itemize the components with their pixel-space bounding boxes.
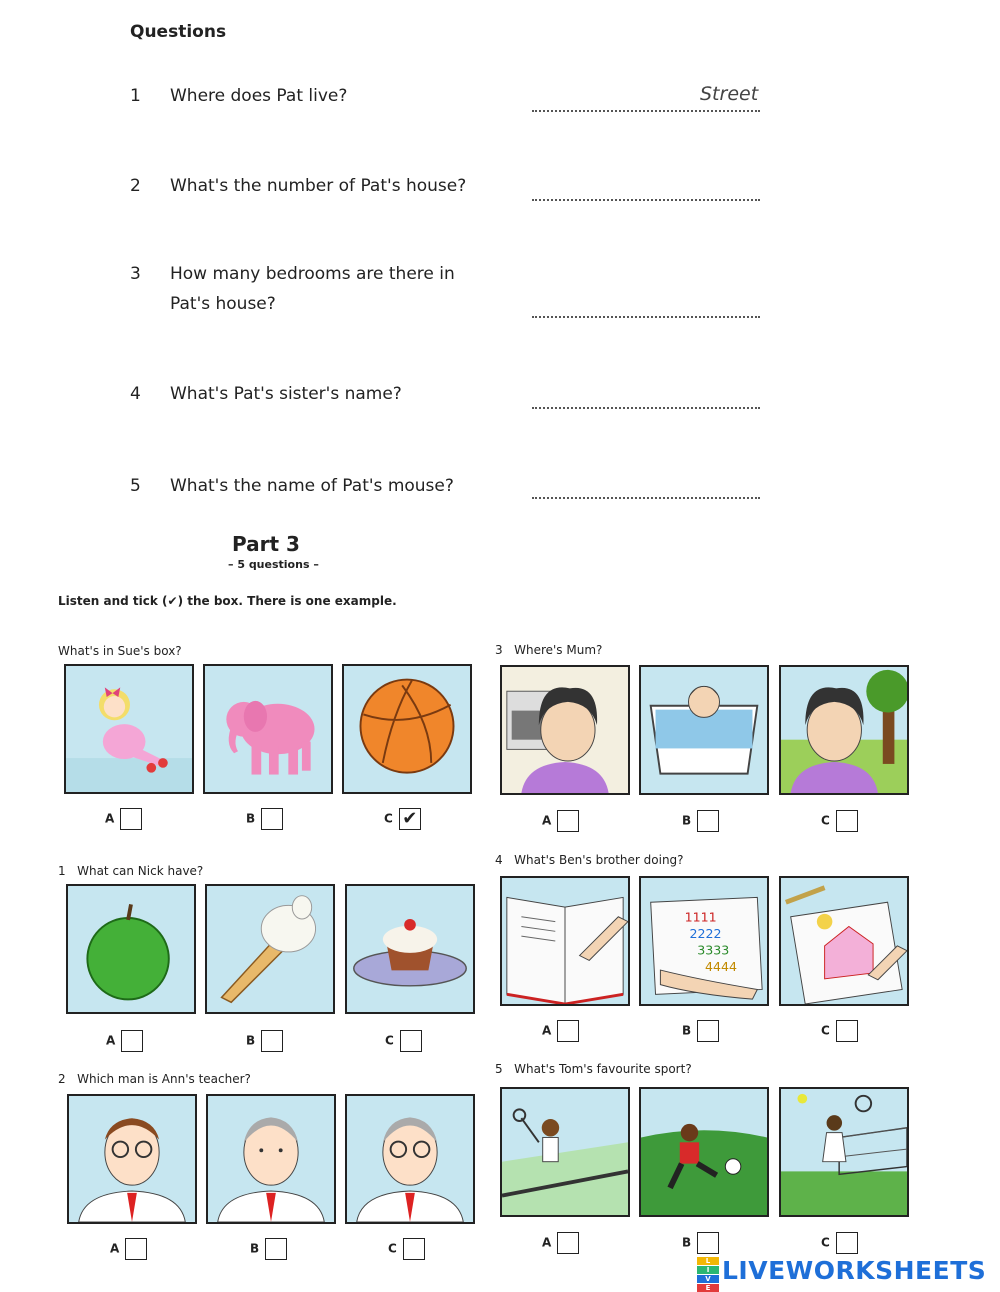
option-letter: C — [384, 811, 393, 826]
teacher-glasses-grey-hair-picture — [345, 1094, 475, 1224]
checkbox[interactable] — [400, 1030, 422, 1052]
tennis-court-picture — [500, 1087, 630, 1217]
question-2 — [130, 176, 466, 196]
option-letter: A — [542, 813, 552, 828]
question-text: What's Pat's sister's name? — [170, 384, 402, 404]
question-text: How many bedrooms are there in — [170, 264, 455, 284]
question-3-label — [495, 643, 602, 657]
checkbox[interactable] — [557, 810, 579, 832]
question-number: 5 — [495, 1062, 503, 1076]
checkbox[interactable] — [836, 1020, 858, 1042]
checkbox[interactable] — [265, 1238, 287, 1260]
option-letter: A — [542, 1023, 552, 1038]
option-letter: C — [821, 813, 830, 828]
ice-cream-picture — [205, 884, 335, 1014]
svg-text:2222: 2222 — [689, 926, 722, 942]
option-letter: B — [246, 1033, 256, 1048]
teacher-glasses-brown-hair-picture — [67, 1094, 197, 1224]
part-title: Part 3 — [232, 532, 300, 556]
question-3-line-2: Pat's house? — [170, 294, 276, 314]
checkbox[interactable] — [557, 1232, 579, 1254]
option-letter: B — [682, 813, 692, 828]
question-number: 1 — [58, 864, 66, 878]
doll-picture — [64, 664, 194, 794]
checkbox[interactable] — [836, 1232, 858, 1254]
question-text: Which man is Ann's teacher? — [77, 1072, 251, 1086]
question-number: 3 — [495, 643, 503, 657]
example-question: What's in Sue's box? — [58, 644, 182, 658]
teacher-grey-hair-picture — [206, 1094, 336, 1224]
checkbox[interactable] — [697, 1020, 719, 1042]
logo-mark-letter: V — [697, 1275, 719, 1283]
checkbox[interactable] — [261, 1030, 283, 1052]
question-text: What's Ben's brother doing? — [514, 853, 684, 867]
option-letter: B — [682, 1235, 692, 1250]
question-1 — [130, 86, 347, 106]
option-letter: A — [106, 1033, 116, 1048]
svg-text:1111: 1111 — [684, 909, 717, 925]
answer-line-2[interactable] — [532, 199, 760, 201]
q1-option-b — [246, 1030, 283, 1052]
question-number: 1 — [130, 86, 141, 106]
question-number: 2 — [58, 1072, 66, 1086]
cake-picture — [345, 884, 475, 1014]
logo-mark-letter: E — [697, 1284, 719, 1292]
answer-line-1[interactable] — [532, 110, 760, 112]
logo-mark-letter: I — [697, 1266, 719, 1274]
option-letter: A — [542, 1235, 552, 1250]
liveworksheets-logo — [697, 1255, 987, 1292]
checkbox[interactable] — [121, 1030, 143, 1052]
svg-text:3333: 3333 — [697, 942, 730, 958]
q4-option-a — [542, 1020, 579, 1042]
answer-line-5[interactable] — [532, 497, 760, 499]
question-5-label — [495, 1062, 692, 1076]
checkbox[interactable] — [261, 808, 283, 830]
girl-tennis-picture — [779, 1087, 909, 1217]
checkbox-checked[interactable]: ✔ — [399, 808, 421, 830]
part-subtitle: – 5 questions – — [228, 558, 319, 571]
example-option-a — [105, 808, 142, 830]
q2-option-b — [250, 1238, 287, 1260]
option-letter: B — [682, 1023, 692, 1038]
instruction: Listen and tick (✔) the box. There is one example. — [58, 594, 397, 608]
elephant-picture — [203, 664, 333, 794]
mum-garden-picture — [779, 665, 909, 795]
option-letter: C — [388, 1241, 397, 1256]
option-letter: A — [110, 1241, 120, 1256]
q5-option-a — [542, 1232, 579, 1254]
checkbox[interactable] — [697, 1232, 719, 1254]
question-text: What's the name of Pat's mouse? — [170, 476, 454, 496]
question-text: What's the number of Pat's house? — [170, 176, 467, 196]
q2-option-c — [388, 1238, 425, 1260]
example-option-b — [246, 808, 283, 830]
checkbox[interactable] — [120, 808, 142, 830]
writing-picture — [500, 876, 630, 1006]
mum-bath-picture — [639, 665, 769, 795]
question-text: Where's Mum? — [514, 643, 603, 657]
answer-line-3[interactable] — [532, 316, 760, 318]
question-4-label — [495, 853, 684, 867]
checkbox[interactable] — [697, 810, 719, 832]
question-text: What's Tom's favourite sport? — [514, 1062, 692, 1076]
q3-option-c — [821, 810, 858, 832]
apple-picture — [66, 884, 196, 1014]
question-text: Where does Pat live? — [170, 86, 348, 106]
q1-option-a — [106, 1030, 143, 1052]
question-2-label — [58, 1072, 251, 1086]
question-4 — [130, 384, 402, 404]
question-number: 2 — [130, 176, 141, 196]
q4-option-b — [682, 1020, 719, 1042]
mum-kitchen-picture — [500, 665, 630, 795]
option-letter: C — [385, 1033, 394, 1048]
svg-text:4444: 4444 — [704, 959, 738, 975]
ball-picture — [342, 664, 472, 794]
logo-mark-icon — [697, 1257, 719, 1292]
question-number: 5 — [130, 476, 141, 496]
q4-option-c — [821, 1020, 858, 1042]
question-number: 4 — [495, 853, 503, 867]
option-letter: B — [246, 811, 256, 826]
checkbox[interactable] — [557, 1020, 579, 1042]
example-answer: Street — [700, 83, 759, 105]
maths-picture — [639, 876, 769, 1006]
question-number: 3 — [130, 264, 141, 284]
question-1-label — [58, 864, 203, 878]
football-picture — [639, 1087, 769, 1217]
q5-option-c — [821, 1232, 858, 1254]
question-text: What can Nick have? — [77, 864, 204, 878]
logo-text: LIVEWORKSHEETS — [722, 1255, 987, 1285]
question-number: 4 — [130, 384, 141, 404]
checkbox[interactable] — [836, 810, 858, 832]
q2-option-a — [110, 1238, 147, 1260]
option-letter: C — [821, 1023, 830, 1038]
q3-option-b — [682, 810, 719, 832]
checkbox[interactable] — [125, 1238, 147, 1260]
q1-option-c — [385, 1030, 422, 1052]
option-letter: B — [250, 1241, 260, 1256]
checkbox[interactable] — [403, 1238, 425, 1260]
answer-line-4[interactable] — [532, 407, 760, 409]
q5-option-b — [682, 1232, 719, 1254]
q3-option-a — [542, 810, 579, 832]
example-option-c — [384, 808, 421, 830]
question-3 — [130, 264, 455, 284]
logo-mark-letter: L — [697, 1257, 719, 1265]
question-5 — [130, 476, 454, 496]
questions-heading: Questions — [130, 22, 227, 42]
drawing-picture — [779, 876, 909, 1006]
option-letter: A — [105, 811, 115, 826]
option-letter: C — [821, 1235, 830, 1250]
